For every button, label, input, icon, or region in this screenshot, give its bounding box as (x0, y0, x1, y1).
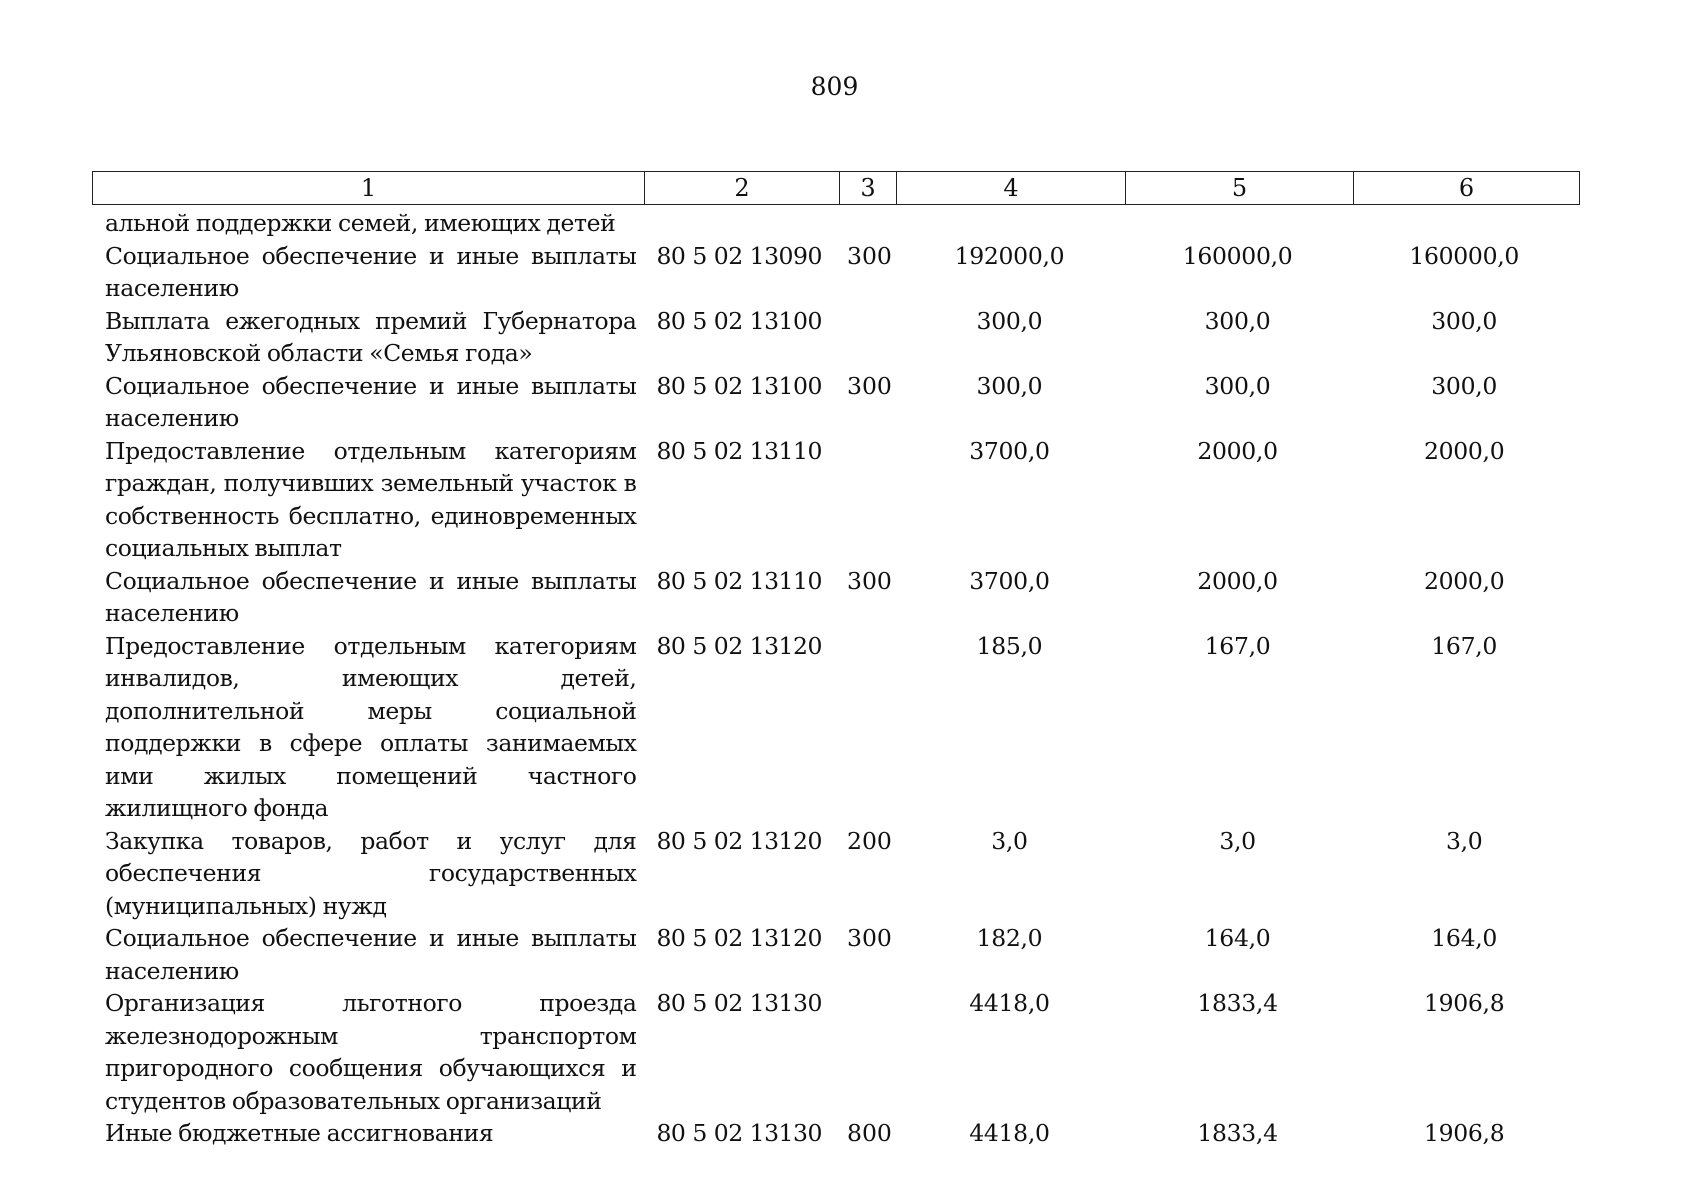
header-col-3: 3 (840, 172, 897, 205)
row-value-col-5: 160000,0 (1182, 241, 1293, 270)
row-value-col-6: 160000,0 (1409, 241, 1520, 270)
row-value-col-5: 3,0 (1219, 826, 1256, 855)
row-expense-type: 300 (847, 924, 892, 952)
table-header (92, 171, 1580, 205)
row-value-col-5: 300,0 (1204, 306, 1271, 335)
row-value-col-6: 3,0 (1445, 826, 1483, 855)
row-value-col-5 (1124, 207, 1352, 240)
table-row (92, 922, 1577, 987)
row-description: альной поддержки семей, имеющих детей (105, 209, 616, 237)
budget-table (92, 207, 1577, 1150)
row-value-col-6 (1351, 207, 1577, 240)
table-row (92, 565, 1577, 630)
table-row (92, 240, 1577, 305)
row-value-col-5: 164,0 (1204, 924, 1271, 952)
row-value-col-4: 4418,0 (969, 989, 1050, 1017)
row-value-col-6: 300,0 (1431, 371, 1498, 400)
row-expense-type: 300 (847, 241, 892, 270)
row-target-code: 80 5 02 13130 (656, 1119, 822, 1147)
row-target-code: 80 5 02 13130 (656, 989, 822, 1017)
row-value-col-6: 2000,0 (1423, 436, 1505, 465)
row-expense-type: 300 (847, 566, 892, 595)
row-value-col-5: 2000,0 (1197, 566, 1278, 595)
row-description: Социальное обеспечение и иные выплаты населению (105, 241, 637, 302)
row-description: Предоставление отдельным категориям граждан, получивших земельный участок в собственность бесплатно, единовременных социальных выплат (105, 436, 637, 562)
row-value-col-4: 3700,0 (969, 566, 1050, 595)
table-row (92, 435, 1577, 565)
row-value-col-4: 3700,0 (969, 436, 1050, 465)
row-target-code: 80 5 02 13120 (656, 631, 822, 660)
row-expense-type: 200 (847, 826, 892, 855)
row-value-col-6: 1906,8 (1423, 989, 1505, 1017)
row-description: Социальное обеспечение и иные выплаты населению (105, 566, 637, 627)
table-row (92, 987, 1577, 1117)
header-col-5: 5 (1126, 172, 1354, 205)
row-value-col-4: 192000,0 (954, 241, 1065, 270)
row-value-col-5: 1833,4 (1197, 989, 1278, 1017)
row-value-col-4: 182,0 (976, 924, 1043, 952)
page-number: 809 (810, 72, 859, 101)
row-expense-type (839, 305, 895, 370)
header-col-1: 1 (93, 172, 645, 205)
row-value-col-6: 300,0 (1431, 306, 1498, 335)
header-row (93, 172, 1580, 205)
table-row (92, 207, 1577, 240)
row-expense-type (839, 435, 895, 565)
row-target-code: 80 5 02 13120 (656, 826, 822, 855)
row-value-col-6: 167,0 (1431, 631, 1498, 660)
row-target-code: 80 5 02 13110 (656, 566, 822, 595)
row-value-col-6: 1906,8 (1423, 1119, 1505, 1147)
table-row (92, 370, 1577, 435)
table-row (92, 825, 1577, 923)
row-value-col-4: 185,0 (976, 631, 1043, 660)
row-value-col-6: 2000,0 (1423, 566, 1505, 595)
row-value-col-5: 1833,4 (1197, 1119, 1278, 1147)
table-row (92, 1117, 1577, 1150)
header-col-6: 6 (1354, 172, 1580, 205)
row-target-code: 80 5 02 13090 (656, 241, 822, 270)
row-expense-type (839, 987, 895, 1117)
row-expense-type (839, 630, 895, 825)
row-value-col-4: 3,0 (991, 826, 1028, 855)
row-value-col-4: 300,0 (976, 306, 1043, 335)
header-col-2: 2 (645, 172, 840, 205)
row-expense-type (839, 207, 895, 240)
table-row (92, 305, 1577, 370)
row-target-code: 80 5 02 13100 (656, 306, 822, 335)
row-value-col-5: 300,0 (1204, 371, 1271, 400)
table-body (92, 207, 1577, 1150)
row-value-col-4: 300,0 (976, 371, 1043, 400)
row-value-col-4 (895, 207, 1124, 240)
row-target-code: 80 5 02 13110 (656, 436, 822, 465)
row-description: Социальное обеспечение и иные выплаты населению (105, 371, 637, 432)
row-value-col-5: 167,0 (1204, 631, 1271, 660)
row-value-col-4: 4418,0 (969, 1119, 1050, 1147)
table-row (92, 630, 1577, 825)
header-col-4: 4 (897, 172, 1126, 205)
row-target-code (644, 207, 839, 240)
row-target-code: 80 5 02 13100 (656, 371, 822, 400)
row-description: Социальное обеспечение и иные выплаты населению (105, 924, 637, 985)
row-expense-type: 800 (847, 1119, 892, 1147)
row-expense-type: 300 (847, 371, 892, 400)
row-description: Предоставление отдельным категориям инвалидов, имеющих детей, дополнительной меры социальной поддержки в сфере оплаты занимаемых ими жилых помещений частного жилищного фонда (105, 631, 637, 822)
row-value-col-6: 164,0 (1431, 924, 1498, 952)
row-description: Организация льготного проезда железнодорожным транспортом пригородного сообщения обучающихся и студентов образовательных организаций (105, 989, 637, 1115)
row-description: Иные бюджетные ассигнования (105, 1119, 494, 1147)
row-target-code: 80 5 02 13120 (656, 924, 822, 952)
row-description: Закупка товаров, работ и услуг для обеспечения государственных (муниципальных) нужд (105, 826, 637, 920)
row-value-col-5: 2000,0 (1197, 436, 1278, 465)
row-description: Выплата ежегодных премий Губернатора Ульяновской области «Семья года» (105, 306, 637, 367)
